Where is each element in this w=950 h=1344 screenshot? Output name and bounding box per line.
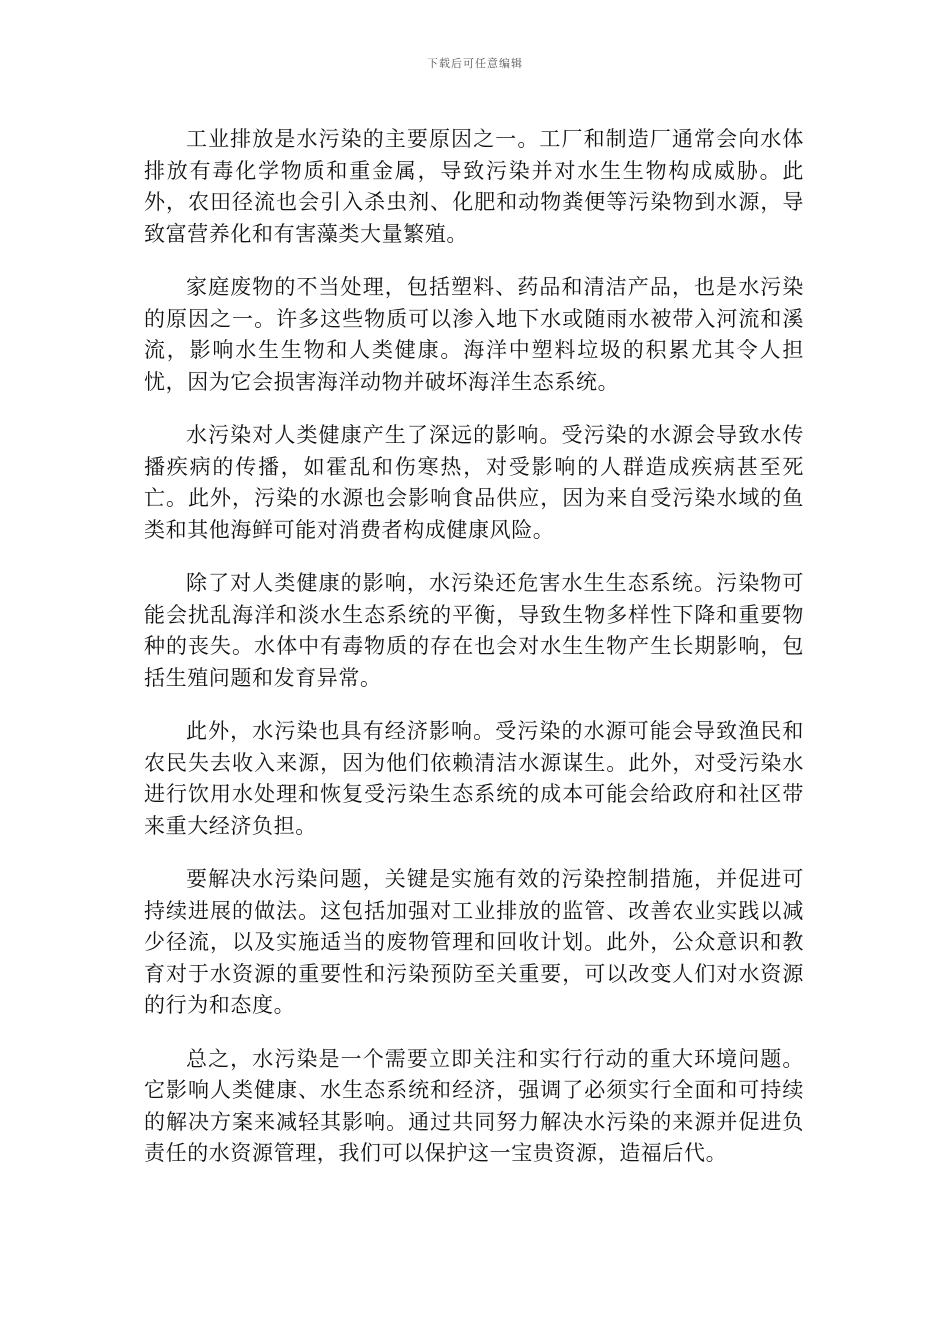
paragraph-5: 此外，水污染也具有经济影响。受污染的水源可能会导致渔民和农民失去收入来源，因为他们依赖清洁水源谋生。此外，对受污染水进行饮用水处理和恢复受污染生态系统的成本可能会给政府和社区带来重大经济负担。 [144, 719, 804, 838]
paragraph-1: 工业排放是水污染的主要原因之一。工厂和制造厂通常会向水体排放有毒化学物质和重金属，导致污染并对水生生物构成威胁。此外，农田径流也会引入杀虫剂、化肥和动物粪便等污染物到水源，导致富营养化和有害藻类大量繁殖。 [144, 127, 804, 246]
paragraph-2: 家庭废物的不当处理，包括塑料、药品和清洁产品，也是水污染的原因之一。许多这些物质可以渗入地下水或随雨水被带入河流和溪流，影响水生生物和人类健康。海洋中塑料垃圾的积累尤其令人担忧，因为它会损害海洋动物并破坏海洋生态系统。 [144, 275, 804, 394]
paragraph-4: 除了对人类健康的影响，水污染还危害水生生态系统。污染物可能会扰乱海洋和淡水生态系统的平衡，导致生物多样性下降和重要物种的丧失。水体中有毒物质的存在也会对水生生物产生长期影响，包括生殖问题和发育异常。 [144, 571, 804, 690]
paragraph-3: 水污染对人类健康产生了深远的影响。受污染的水源会导致水传播疾病的传播，如霍乱和伤寒热，对受影响的人群造成疾病甚至死亡。此外，污染的水源也会影响食品供应，因为来自受污染水域的鱼类和其他海鲜可能对消费者构成健康风险。 [144, 423, 804, 542]
paragraph-7: 总之，水污染是一个需要立即关注和实行行动的重大环境问题。它影响人类健康、水生态系统和经济，强调了必须实行全面和可持续的解决方案来减轻其影响。通过共同努力解决水污染的来源并促进负责任的水资源管理，我们可以保护这一宝贵资源，造福后代。 [144, 1046, 804, 1165]
header-note: 下载后可任意编辑 [427, 57, 523, 70]
paragraph-6: 要解决水污染问题，关键是实施有效的污染控制措施，并促进可持续进展的做法。这包括加强对工业排放的监管、改善农业实践以减少径流，以及实施适当的废物管理和回收计划。此外，公众意识和教育对于水资源的重要性和污染预防至关重要，可以改变人们对水资源的行为和态度。 [144, 867, 804, 1017]
document-body [144, 124, 804, 1192]
